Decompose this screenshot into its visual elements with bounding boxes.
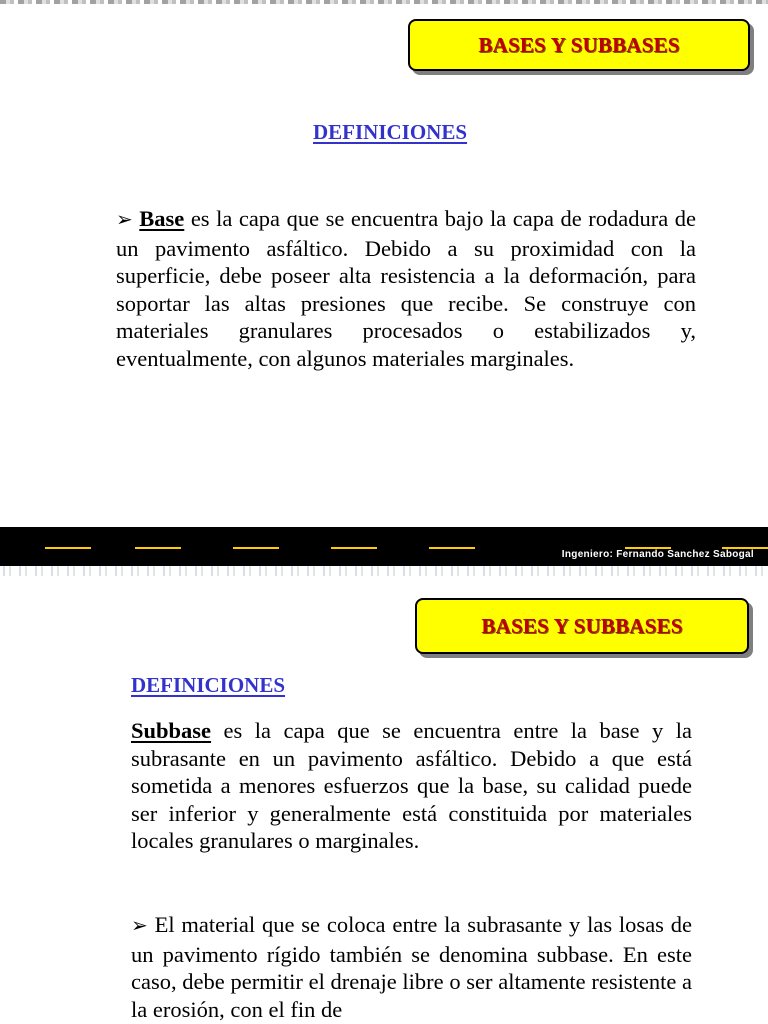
- slide1-title-box: [408, 19, 750, 71]
- road-dash: [429, 547, 475, 549]
- top-decorative-strip: [0, 0, 768, 4]
- bullet-arrow-icon: ➢: [116, 209, 133, 231]
- decorative-noise-strip: [0, 566, 768, 576]
- slide2-body-2: El material que se coloca entre la subrasante y las losas de un pavimento rígido también se denomina subbase. En este caso, debe permitir el drenaje libre o ser altamente resistente a la erosión, con el fin de: [131, 912, 692, 1022]
- slide1-title: BASES Y SUBBASES: [478, 32, 680, 57]
- slide2-paragraph-2: [131, 911, 692, 1023]
- slide1-body: es la capa que se encuentra bajo la capa de rodadura de un pavimento asfáltico. Debido a su proximidad con la superficie, debe poseer alta resistencia a la deformación, para soportar las altas presiones que recibe. Se construye con materiales granulares procesados o estabilizados y, eventualmente, con algunos materiales marginales.: [116, 206, 697, 371]
- slide2-title: BASES Y SUBBASES: [481, 613, 683, 638]
- slide1-heading: DEFINICIONES: [313, 120, 468, 144]
- term-subbase: Subbase: [131, 718, 212, 743]
- road-dash: [233, 547, 279, 549]
- road-dash: [331, 547, 377, 549]
- bullet-arrow-icon: ➢: [131, 915, 148, 937]
- road-dash: [45, 547, 91, 549]
- slide1-paragraph: [116, 205, 696, 372]
- slide2-title-box: [415, 598, 749, 654]
- footer-credit: Ingeniero: Fernando Sanchez Sabogal: [561, 549, 754, 560]
- term-base: Base: [139, 206, 185, 231]
- footer-band: [0, 524, 768, 566]
- slide2-heading: DEFINICIONES: [131, 673, 286, 697]
- slide2-body-1: es la capa que se encuentra entre la base y la subrasante en un pavimento asfáltico. Debido a que está sometida a menores esfuerzos que la base, su calidad puede ser inferior y generalmente está constituida por materiales locales granulares o marginales.: [131, 718, 692, 853]
- road-dash: [135, 547, 181, 549]
- slide2-paragraph-1: [131, 717, 692, 855]
